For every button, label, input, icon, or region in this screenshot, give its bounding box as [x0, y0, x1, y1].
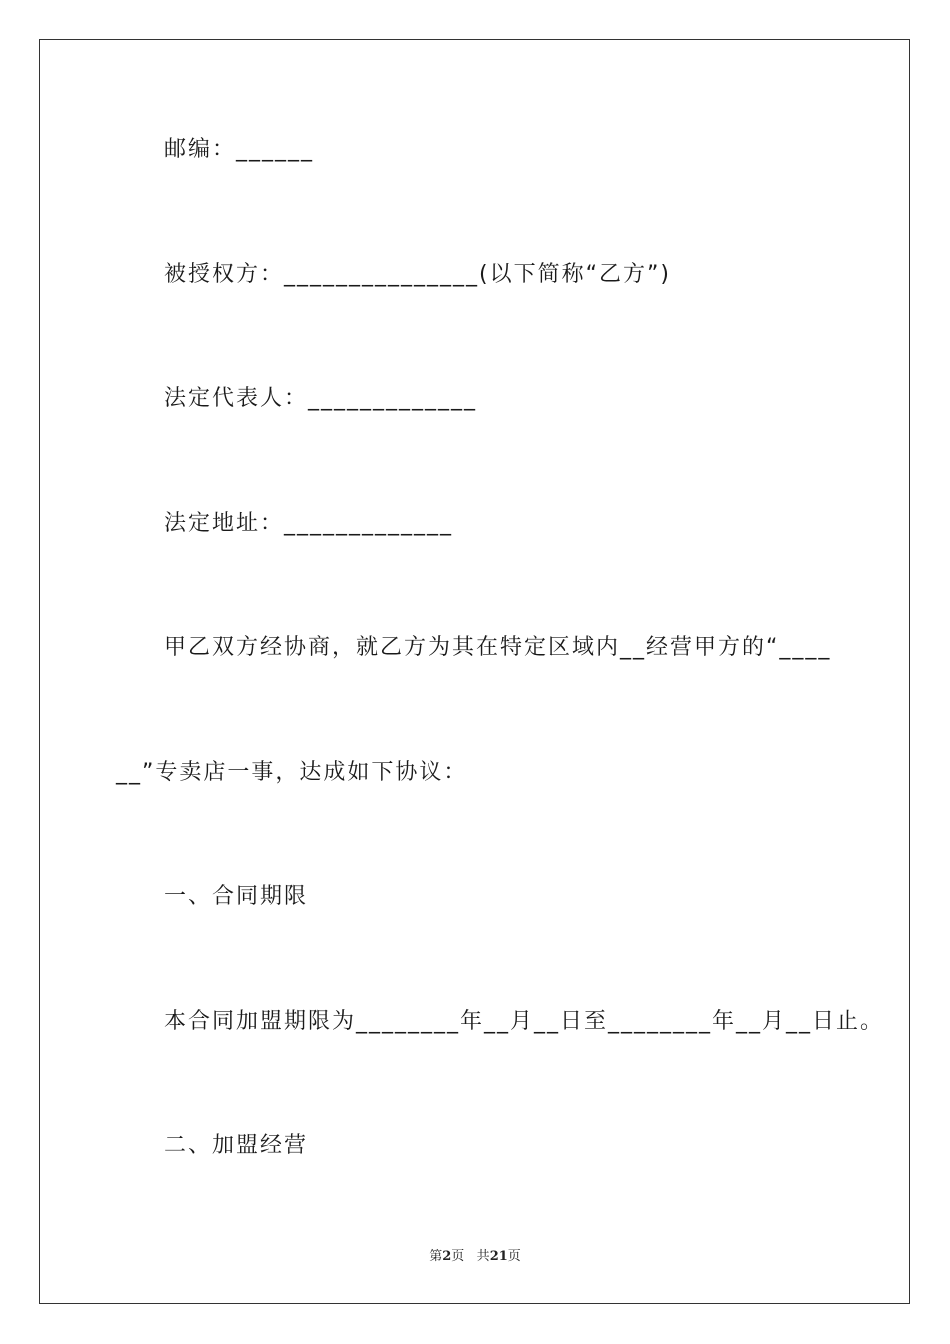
section-2-heading: 二、加盟经营 [164, 1133, 309, 1158]
page-footer [0, 1245, 950, 1264]
footer-page-suffix: 页 [451, 1249, 465, 1264]
legal-address-line: 法定地址：_____________ [164, 511, 454, 536]
preamble-line-1: 甲乙双方经协商，就乙方为其在特定区域内__经营甲方的“____ [164, 635, 832, 660]
footer-total-pages: 21 [489, 1249, 508, 1264]
section-1-body: 本合同加盟期限为________年__月__日至________年__月__日止。 [164, 1009, 885, 1034]
footer-total-suffix: 页 [507, 1249, 521, 1264]
footer-prefix: 第 [429, 1249, 443, 1264]
legal-representative-line: 法定代表人：_____________ [164, 386, 478, 411]
section-1-heading: 一、合同期限 [164, 884, 309, 909]
page-frame [39, 39, 910, 1304]
footer-page-number: 2 [442, 1249, 452, 1264]
licensee-line: 被授权方：_______________(以下简称“乙方”) [164, 262, 671, 287]
footer-total-prefix: 共 [476, 1249, 490, 1264]
postal-code-line: 邮编：______ [164, 137, 315, 162]
preamble-line-2: __”专卖店一事，达成如下协议： [116, 760, 468, 785]
